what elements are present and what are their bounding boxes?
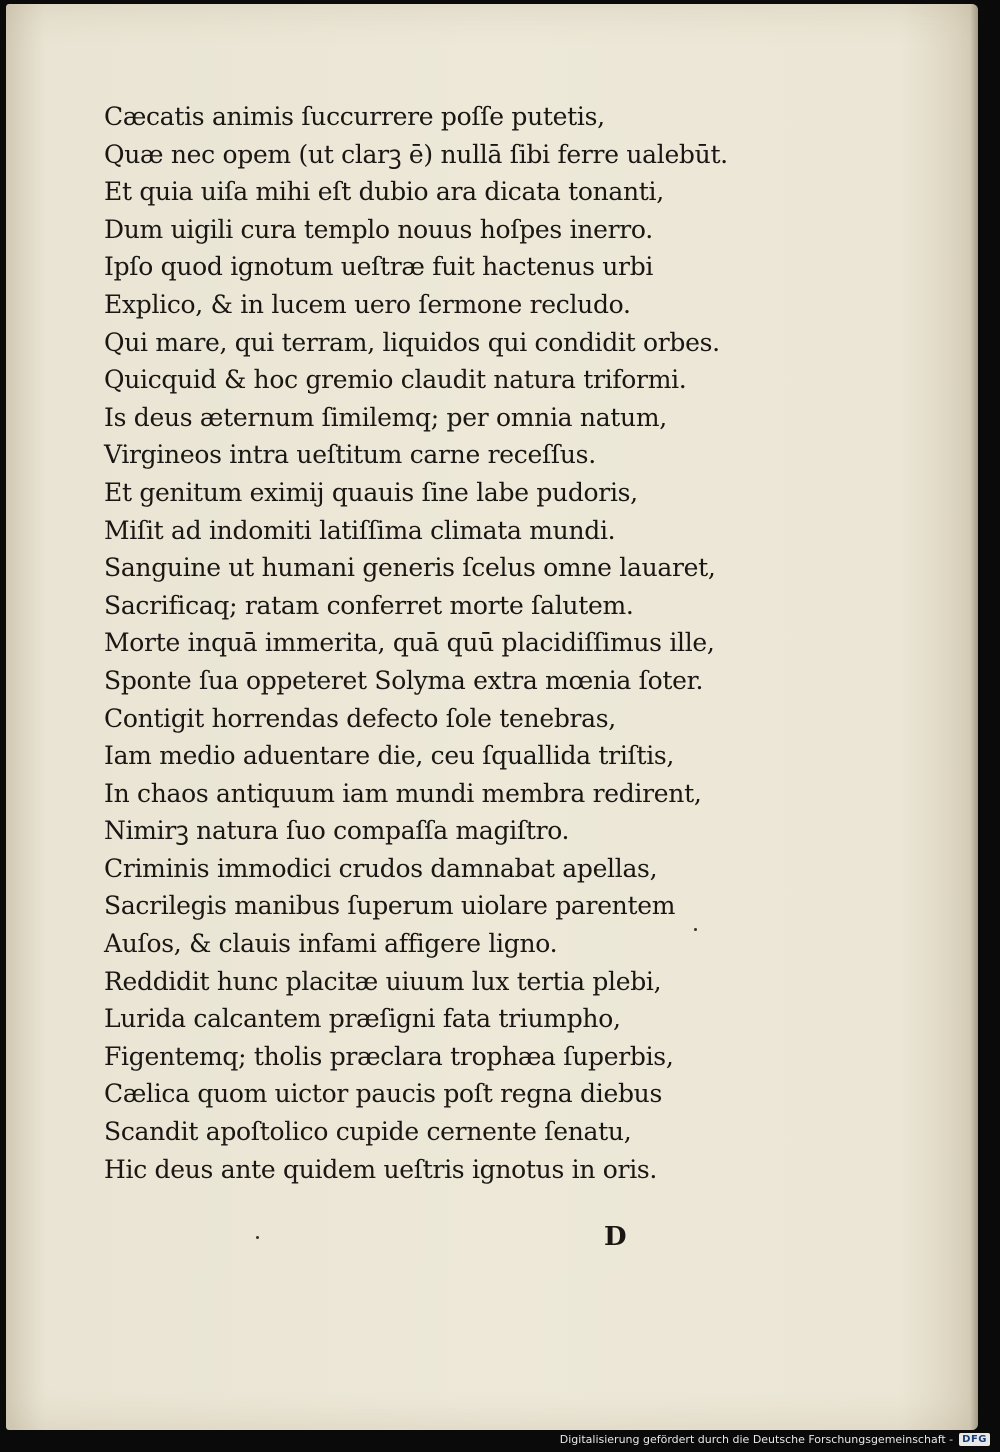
poem-line: Auſos, & clauis infami affigere ligno. [104, 929, 558, 959]
credit-text: Digitalisierung gefördert durch die Deutsche Forschungsgemeinschaft - [559, 1432, 954, 1446]
poem-line: Miſit ad indomiti latiſſima climata mundi. [104, 515, 616, 545]
poem-line: In chaos antiquum iam mundi membra redirent, [104, 778, 702, 808]
poem-line: Et quia uiſa mihi eſt dubio ara dicata tonanti, [104, 177, 664, 207]
poem-line: Explico, & in lucem uero ſermone recludo. [104, 289, 631, 319]
ink-speck [694, 928, 697, 931]
book-page [6, 4, 978, 1430]
poem-line: Is deus æternum ſimilemq; per omnia natum, [104, 402, 667, 432]
page-edge-shadow [970, 4, 978, 1430]
poem-line: Sacrilegis manibus ſuperum uiolare parentem [104, 891, 676, 921]
poem-line: Iam medio aduentare die, ceu ſquallida triſtis, [104, 741, 675, 771]
poem-line: Sacrificaq; ratam conferret morte ſalutem. [104, 590, 634, 620]
poem-line: Ipſo quod ignotum ueſtræ fuit hactenus urbi [104, 252, 654, 282]
poem-line: Qui mare, qui terram, liquidos qui condidit orbes. [104, 327, 720, 357]
poem-line: Dum uigili cura templo nouus hoſpes inerro. [104, 214, 653, 244]
poem-line: Hic deus ante quidem ueſtris ignotus in oris. [104, 1154, 658, 1184]
poem-line: Lurida calcantem præſigni fata triumpho, [104, 1004, 621, 1034]
poem-line: Cæcatis animis ſuccurrere poſſe putetis, [104, 102, 605, 131]
dfg-logo: DFG [959, 1433, 990, 1446]
poem-text-block [104, 98, 804, 1188]
poem-line: Figentemq; tholis præclara trophæa ſuperbis, [104, 1041, 674, 1071]
poem-line: Virgineos intra ueſtitum carne receſſus. [104, 440, 596, 470]
signature-mark: D [604, 1222, 627, 1252]
poem-line: Sanguine ut humani generis ſcelus omne lauaret, [104, 553, 716, 583]
poem-line: Contigit horrendas defecto ſole tenebras, [104, 703, 616, 733]
poem-line: Scandit apoſtolico cupide cernente ſenatu, [104, 1117, 632, 1147]
poem-line: Cælica quom uictor paucis poſt regna diebus [104, 1079, 662, 1109]
poem-line: Nimirꝫ natura ſuo compaſſa magiſtro. [104, 816, 570, 846]
poem-line: Morte inquā immerita, quā quū placidiſſimus ille, [104, 628, 715, 658]
ink-speck [256, 1236, 259, 1239]
poem-line: Quicquid & hoc gremio claudit natura triformi. [104, 365, 687, 395]
poem-line: Criminis immodici crudos damnabat apellas, [104, 853, 658, 883]
poem-line: Quæ nec opem (ut clarꝫ ē) nullā ſibi ferre ualebūt. [104, 139, 728, 169]
poem-line: Sponte ſua oppeteret Solyma extra mœnia ſoter. [104, 665, 704, 695]
poem-line: Et genitum eximij quauis ſine labe pudoris, [104, 477, 638, 507]
digitization-credit [560, 1430, 990, 1448]
poem-line: Reddidit hunc placitæ uiuum lux tertia plebi, [104, 966, 662, 996]
